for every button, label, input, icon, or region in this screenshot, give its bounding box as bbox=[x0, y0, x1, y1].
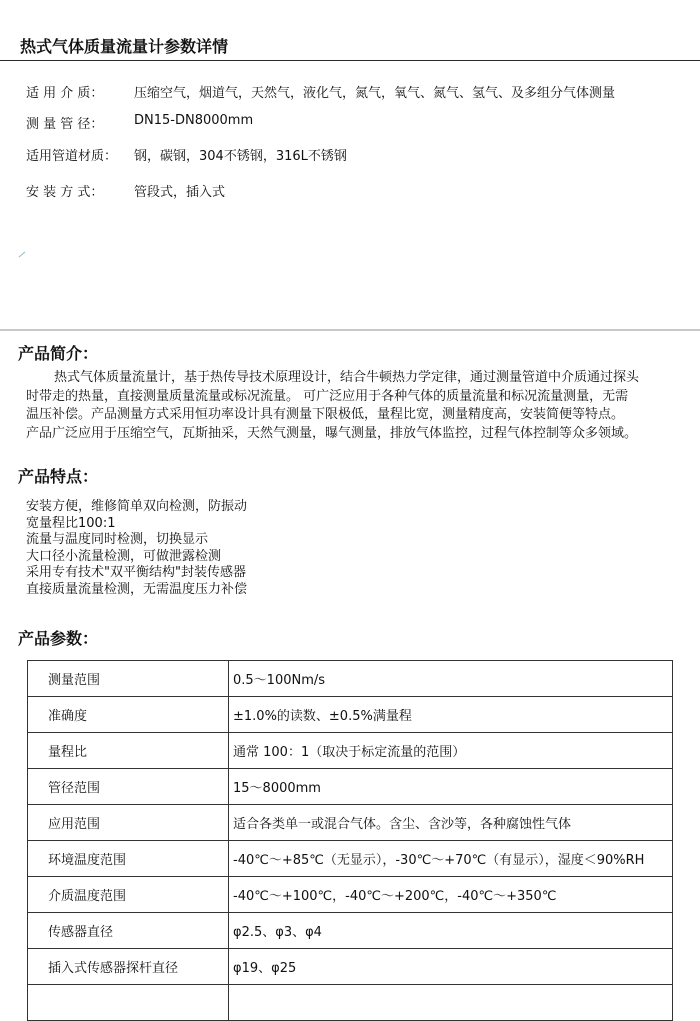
spec-value: DN15-DN8000mm bbox=[134, 113, 254, 128]
param-value: 15～8000mm bbox=[229, 769, 673, 805]
spec-value: 管段式，插入式 bbox=[134, 185, 226, 200]
features-list bbox=[26, 499, 247, 598]
feature-item: 安装方便，维修简单双向检测，防振动 bbox=[26, 499, 248, 514]
param-value: 适合各类单一或混合气体。含尘、含沙等，各种腐蚀性气体 bbox=[229, 805, 673, 841]
feature-item: 大口径小流量检测，可做泄露检测 bbox=[26, 548, 222, 564]
table-row bbox=[28, 697, 673, 733]
param-value: 0.5～100Nm/s bbox=[229, 661, 673, 697]
spec-value: 压缩空气，烟道气，天然气，液化气，氮气，氧气、氮气、氢气、及多组分气体测量 bbox=[134, 86, 616, 101]
intro-line: 热式气体质量流量计，基于热传导技术原理设计，结合牛顿热力学定律，通过测量管道中介质通过探头 bbox=[54, 370, 640, 385]
params-table bbox=[27, 660, 673, 1021]
table-row bbox=[28, 913, 673, 949]
table-row bbox=[28, 841, 673, 877]
feature-item: 采用专有技术"双平衡结构"封装传感器 bbox=[26, 565, 246, 580]
intro-line: 时带走的热量，直接测量质量流量或标况流量。 可广泛应用于各种气体的质量流量和标况流量测量，无需 bbox=[26, 388, 629, 404]
param-key: 量程比 bbox=[28, 733, 229, 769]
param-value: -40℃～+85℃（无显示），-30℃～+70℃（有显示），湿度＜90%RH bbox=[229, 841, 673, 877]
intro-line: 产品广泛应用于压缩空气，瓦斯抽采，天然气测量，曝气测量，排放气体监控，过程气体控制等众多领域。 bbox=[26, 425, 638, 441]
param-value: 通常 100：1（取决于标定流量的范围） bbox=[229, 733, 673, 769]
spec-label: 适用管道材质： bbox=[26, 149, 118, 164]
spec-label: 安 装 方 式： bbox=[26, 185, 104, 200]
feature-item: 宽量程比100:1 bbox=[26, 515, 116, 531]
param-key: 测量范围 bbox=[28, 661, 229, 697]
table-row bbox=[28, 877, 673, 913]
intro-paragraph bbox=[26, 369, 690, 443]
section-divider bbox=[0, 329, 700, 331]
table-row bbox=[28, 769, 673, 805]
spec-value: 钢，碳钢，304不锈钢，316L不锈钢 bbox=[134, 149, 347, 164]
spec-row-medium bbox=[26, 82, 615, 101]
param-key: 环境温度范围 bbox=[28, 841, 229, 877]
table-row bbox=[28, 949, 673, 985]
param-value: φ2.5、φ3、φ4 bbox=[229, 913, 673, 949]
intro-heading: 产品简介： bbox=[18, 344, 99, 363]
features-heading: 产品特点： bbox=[18, 467, 99, 486]
param-key: 准确度 bbox=[28, 697, 229, 733]
table-row bbox=[28, 805, 673, 841]
feature-item: 直接质量流量检测，无需温度压力补偿 bbox=[26, 581, 248, 597]
spec-row-pipe-size bbox=[26, 113, 253, 132]
intro-line: 温压补偿。产品测量方式采用恒功率设计具有测量下限极低，量程比宽，测量精度高，安装简便等特点。 bbox=[26, 407, 625, 422]
spec-row-pipe-material bbox=[26, 145, 347, 164]
spec-label: 适 用 介 质： bbox=[26, 86, 104, 101]
param-key: 应用范围 bbox=[28, 805, 229, 841]
param-value: ±1.0%的读数、±0.5%满量程 bbox=[229, 697, 673, 733]
param-key: 传感器直径 bbox=[28, 913, 229, 949]
table-row bbox=[28, 661, 673, 697]
params-heading: 产品参数： bbox=[18, 629, 99, 648]
table-row bbox=[28, 733, 673, 769]
param-value: -40℃～+100℃，-40℃～+200℃，-40℃～+350℃ bbox=[229, 877, 673, 913]
spec-label: 测 量 管 径： bbox=[26, 117, 104, 132]
title-divider bbox=[0, 60, 700, 61]
decorative-mark bbox=[19, 252, 26, 258]
param-key: 管径范围 bbox=[28, 769, 229, 805]
param-value: φ19、φ25 bbox=[229, 949, 673, 985]
spec-row-install bbox=[26, 181, 225, 200]
page-title: 热式气体质量流量计参数详情 bbox=[20, 37, 229, 56]
param-key: 介质温度范围 bbox=[28, 877, 229, 913]
param-key: 插入式传感器探杆直径 bbox=[28, 949, 229, 985]
feature-item: 流量与温度同时检测，切换显示 bbox=[26, 532, 209, 547]
